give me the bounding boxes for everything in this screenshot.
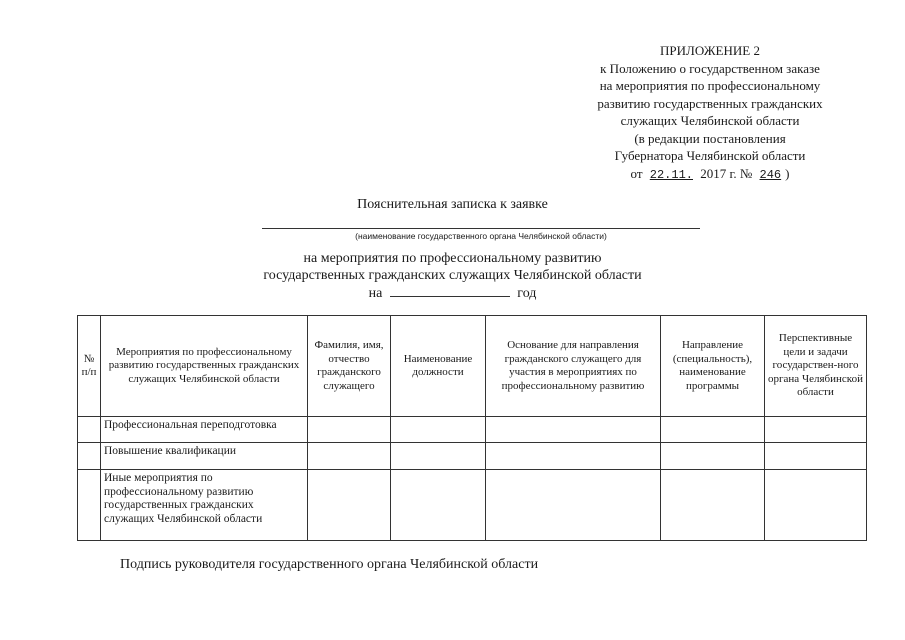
table-cell	[486, 470, 661, 541]
table-cell	[765, 443, 867, 470]
appendix-line: (в редакции постановления	[634, 130, 786, 146]
table-row	[78, 443, 867, 470]
subtitle-line: на мероприятия по профессиональному развитию	[303, 251, 602, 266]
period-suffix: год	[517, 286, 537, 301]
appendix-title: ПРИЛОЖЕНИЕ 2	[660, 43, 760, 58]
header-position: Наименование должности	[391, 316, 486, 417]
period-year-blank	[390, 284, 510, 297]
appendix-line: на мероприятия по профессиональному	[599, 78, 821, 93]
table-header-row	[78, 316, 867, 417]
header-num: № п/п	[78, 316, 101, 417]
signature-line: Подпись руководителя государственного органа Челябинской области	[120, 557, 539, 572]
table-cell	[765, 417, 867, 443]
note-subtitle	[0, 251, 905, 303]
table-cell	[308, 470, 391, 541]
appendix-block	[560, 42, 860, 184]
events-table	[77, 315, 867, 541]
subtitle-line: государственных гражданских служащих Челябинской области	[263, 267, 642, 283]
table-cell	[391, 417, 486, 443]
header-direction: Направление (специальность), наименование программы	[661, 316, 765, 417]
date-prefix: от	[630, 165, 643, 181]
date-middle: 2017 г. №	[700, 165, 753, 181]
table-row	[78, 417, 867, 443]
table-row	[78, 470, 867, 541]
table-cell	[661, 417, 765, 443]
table-cell	[308, 443, 391, 470]
row-event-retraining: Профессиональная переподготовка	[101, 417, 308, 443]
header-events: Мероприятия по профессиональному развитию государственных гражданских служащих Челябинской области	[101, 316, 308, 417]
table-cell	[308, 417, 391, 443]
header-basis: Основание для направления гражданского служащего для участия в мероприятиях по профессиональному развитию	[486, 316, 661, 417]
appendix-line: Губернатора Челябинской области	[614, 148, 806, 163]
decree-number: 246	[759, 167, 782, 182]
table-cell	[661, 443, 765, 470]
table-cell	[661, 470, 765, 541]
date-suffix: )	[785, 165, 790, 181]
appendix-line: к Положению о государственном заказе	[600, 60, 820, 76]
table-cell	[391, 443, 486, 470]
period-line	[0, 284, 905, 303]
table-cell	[78, 470, 101, 541]
date-value: 22.11.	[649, 167, 693, 182]
period-prefix: на	[368, 286, 383, 301]
appendix-date-line	[560, 165, 860, 185]
table-cell	[765, 470, 867, 541]
header-goals: Перспективные цели и задачи государствен-ного органа Челябинской области	[765, 316, 867, 417]
org-name-line	[262, 228, 700, 229]
appendix-line: развитию государственных гражданских	[597, 95, 823, 111]
table-cell	[486, 417, 661, 443]
table-cell	[391, 470, 486, 541]
row-event-other: Иные мероприятия по профессиональному развитию государственных гражданских служащих Челябинской области	[101, 470, 308, 541]
appendix-line: служащих Челябинской области	[620, 113, 800, 128]
table-cell	[486, 443, 661, 470]
table-cell	[78, 417, 101, 443]
org-name-caption: (наименование государственного органа Челябинской области)	[355, 231, 607, 241]
row-event-qualification: Повышение квалификации	[101, 443, 308, 470]
header-name: Фамилия, имя, отчество гражданского служащего	[308, 316, 391, 417]
note-title: Пояснительная записка к заявке	[357, 197, 548, 212]
table-cell	[78, 443, 101, 470]
